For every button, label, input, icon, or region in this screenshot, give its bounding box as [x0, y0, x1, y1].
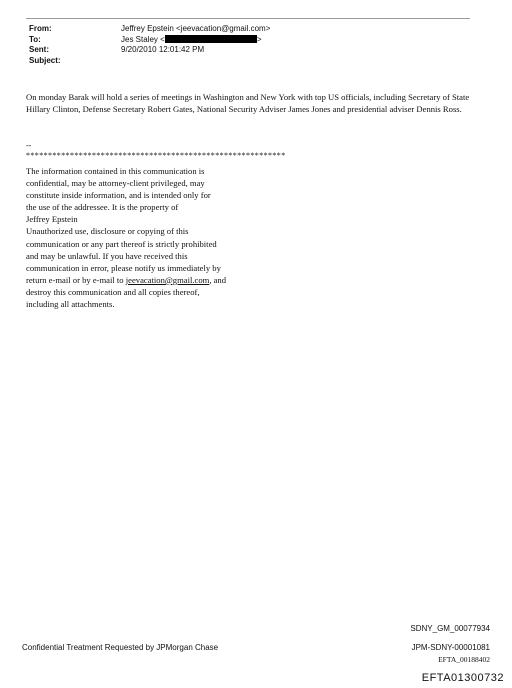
to-row	[29, 35, 270, 46]
email-line-suffix: , and	[209, 274, 227, 285]
sent-value: 9/20/2010 12:01:42 PM	[121, 45, 205, 54]
bates-sdny-gm: SDNY_GM_00077934	[410, 624, 490, 633]
notice-line: Unauthorized use, disclosure or copying of this	[26, 226, 189, 237]
signature-dash: --	[26, 141, 32, 150]
bates-efta-small: EFTA_00188402	[438, 655, 490, 664]
confidentiality-notice	[26, 165, 266, 310]
notice-line: destroy this communication and all copies thereof,	[26, 286, 200, 297]
notice-line: The information contained in this communication is	[26, 166, 205, 176]
notice-email-line	[26, 274, 266, 286]
to-value-suffix: >	[256, 34, 262, 44]
email-line-prefix: return e-mail or by e-mail to	[26, 274, 126, 285]
email-body: On monday Barak will hold a series of meetings in Washington and New York with top US officials, including Secretary of State Hillary Clinton, Defense Secretary Robert Gates, National Security Adviser James Jones and presidential adviser Dennis Ross.	[26, 92, 470, 114]
email-link[interactable]: jeevacation@gmail.com	[125, 274, 210, 285]
notice-line: including all attachments.	[26, 299, 115, 310]
redaction-box	[165, 35, 257, 43]
notice-line: confidential, may be attorney-client privileged, may	[26, 178, 205, 189]
from-value: Jeffrey Epstein <jeevacation@gmail.com>	[121, 24, 271, 33]
signature-stars: ***********************************************************	[26, 151, 286, 160]
email-header	[29, 24, 270, 66]
notice-line: constitute inside information, and is intended only for	[26, 190, 211, 201]
notice-line: and may be unlawful. If you have received this	[26, 250, 188, 261]
sent-row	[29, 45, 270, 56]
to-label: To:	[29, 34, 41, 44]
notice-line: communication or any part thereof is strictly prohibited	[26, 238, 217, 249]
subject-label: Subject:	[29, 55, 61, 65]
sent-label: Sent:	[29, 45, 49, 54]
header-rule	[26, 18, 470, 19]
bates-jpm-sdny: JPM-SDNY-00001081	[411, 643, 490, 652]
notice-line: communication in error, please notify us immediately by	[26, 262, 221, 273]
notice-line: the use of the addressee. It is the property of	[26, 202, 179, 213]
confidential-treatment-footer: Confidential Treatment Requested by JPMorgan Chase	[22, 643, 219, 652]
from-label: From:	[29, 24, 52, 33]
from-row	[29, 24, 270, 35]
bates-efta-large: EFTA01300732	[421, 672, 504, 684]
to-value-prefix: Jes Staley <	[121, 34, 165, 44]
notice-line: Jeffrey Epstein	[26, 214, 78, 225]
to-value	[121, 35, 261, 46]
subject-row	[29, 56, 270, 67]
